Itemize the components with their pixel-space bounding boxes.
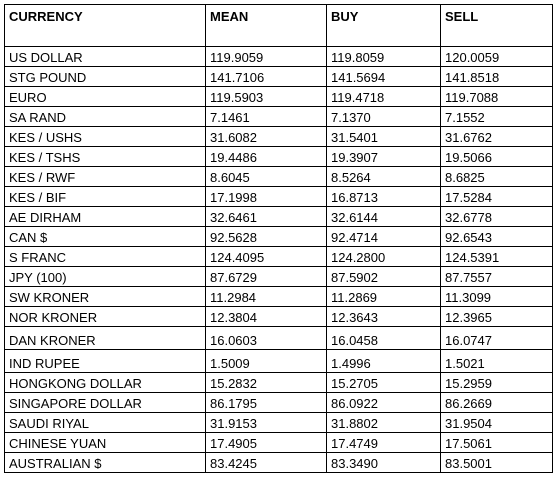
mean-cell: 12.3804: [206, 307, 327, 327]
mean-cell: 124.4095: [206, 247, 327, 267]
buy-cell: 119.8059: [327, 47, 441, 67]
sell-cell: 86.2669: [441, 393, 553, 413]
mean-cell: 16.0603: [206, 327, 327, 350]
table-row: [5, 267, 553, 287]
currency-cell: SW KRONER: [5, 287, 206, 307]
table-row: [5, 167, 553, 187]
mean-cell: 7.1461: [206, 107, 327, 127]
buy-cell: 119.4718: [327, 87, 441, 107]
sell-cell: 119.7088: [441, 87, 553, 107]
buy-cell: 141.5694: [327, 67, 441, 87]
mean-cell: 32.6461: [206, 207, 327, 227]
mean-cell: 86.1795: [206, 393, 327, 413]
mean-cell: 87.6729: [206, 267, 327, 287]
currency-cell: IND RUPEE: [5, 350, 206, 373]
currency-cell: AE DIRHAM: [5, 207, 206, 227]
header-sell: SELL: [441, 5, 553, 47]
header-row: [5, 5, 553, 47]
sell-cell: 83.5001: [441, 453, 553, 473]
buy-cell: 8.5264: [327, 167, 441, 187]
table-row: [5, 227, 553, 247]
table-row: [5, 327, 553, 350]
mean-cell: 119.5903: [206, 87, 327, 107]
sell-cell: 15.2959: [441, 373, 553, 393]
currency-cell: JPY (100): [5, 267, 206, 287]
header-mean: MEAN: [206, 5, 327, 47]
buy-cell: 17.4749: [327, 433, 441, 453]
currency-cell: AUSTRALIAN $: [5, 453, 206, 473]
buy-cell: 19.3907: [327, 147, 441, 167]
sell-cell: 31.9504: [441, 413, 553, 433]
buy-cell: 1.4996: [327, 350, 441, 373]
mean-cell: 83.4245: [206, 453, 327, 473]
mean-cell: 15.2832: [206, 373, 327, 393]
table-row: [5, 147, 553, 167]
currency-cell: NOR KRONER: [5, 307, 206, 327]
sell-cell: 87.7557: [441, 267, 553, 287]
currency-cell: EURO: [5, 87, 206, 107]
mean-cell: 31.9153: [206, 413, 327, 433]
buy-cell: 31.8802: [327, 413, 441, 433]
currency-cell: KES / TSHS: [5, 147, 206, 167]
mean-cell: 11.2984: [206, 287, 327, 307]
table-row: [5, 187, 553, 207]
buy-cell: 31.5401: [327, 127, 441, 147]
currency-cell: HONGKONG DOLLAR: [5, 373, 206, 393]
sell-cell: 11.3099: [441, 287, 553, 307]
buy-cell: 86.0922: [327, 393, 441, 413]
table-row: [5, 393, 553, 413]
exchange-rate-sheet: [4, 4, 552, 473]
currency-cell: SA RAND: [5, 107, 206, 127]
table-row: [5, 453, 553, 473]
sell-cell: 92.6543: [441, 227, 553, 247]
currency-cell: KES / USHS: [5, 127, 206, 147]
sell-cell: 8.6825: [441, 167, 553, 187]
buy-cell: 124.2800: [327, 247, 441, 267]
table-row: [5, 247, 553, 267]
header-currency: CURRENCY: [5, 5, 206, 47]
table-row: [5, 207, 553, 227]
mean-cell: 141.7106: [206, 67, 327, 87]
sell-cell: 120.0059: [441, 47, 553, 67]
currency-cell: CAN $: [5, 227, 206, 247]
currency-cell: KES / RWF: [5, 167, 206, 187]
header-buy: BUY: [327, 5, 441, 47]
sell-cell: 7.1552: [441, 107, 553, 127]
table-row: [5, 67, 553, 87]
currency-cell: S FRANC: [5, 247, 206, 267]
currency-cell: DAN KRONER: [5, 327, 206, 350]
sell-cell: 1.5021: [441, 350, 553, 373]
table-row: [5, 287, 553, 307]
mean-cell: 31.6082: [206, 127, 327, 147]
table-row: [5, 413, 553, 433]
buy-cell: 15.2705: [327, 373, 441, 393]
exchange-rates-table: [4, 4, 553, 473]
buy-cell: 12.3643: [327, 307, 441, 327]
table-row: [5, 87, 553, 107]
mean-cell: 92.5628: [206, 227, 327, 247]
sell-cell: 16.0747: [441, 327, 553, 350]
sell-cell: 17.5061: [441, 433, 553, 453]
mean-cell: 17.4905: [206, 433, 327, 453]
mean-cell: 1.5009: [206, 350, 327, 373]
sell-cell: 12.3965: [441, 307, 553, 327]
buy-cell: 83.3490: [327, 453, 441, 473]
buy-cell: 87.5902: [327, 267, 441, 287]
buy-cell: 32.6144: [327, 207, 441, 227]
mean-cell: 119.9059: [206, 47, 327, 67]
currency-cell: KES / BIF: [5, 187, 206, 207]
table-row: [5, 373, 553, 393]
buy-cell: 16.8713: [327, 187, 441, 207]
table-row: [5, 47, 553, 67]
buy-cell: 11.2869: [327, 287, 441, 307]
buy-cell: 16.0458: [327, 327, 441, 350]
table-row: [5, 350, 553, 373]
table-row: [5, 107, 553, 127]
currency-cell: SINGAPORE DOLLAR: [5, 393, 206, 413]
currency-cell: STG POUND: [5, 67, 206, 87]
table-row: [5, 433, 553, 453]
currency-cell: US DOLLAR: [5, 47, 206, 67]
sell-cell: 141.8518: [441, 67, 553, 87]
sell-cell: 32.6778: [441, 207, 553, 227]
sell-cell: 19.5066: [441, 147, 553, 167]
currency-cell: CHINESE YUAN: [5, 433, 206, 453]
buy-cell: 92.4714: [327, 227, 441, 247]
currency-cell: SAUDI RIYAL: [5, 413, 206, 433]
sell-cell: 124.5391: [441, 247, 553, 267]
table-row: [5, 307, 553, 327]
sell-cell: 31.6762: [441, 127, 553, 147]
sell-cell: 17.5284: [441, 187, 553, 207]
mean-cell: 19.4486: [206, 147, 327, 167]
mean-cell: 17.1998: [206, 187, 327, 207]
mean-cell: 8.6045: [206, 167, 327, 187]
buy-cell: 7.1370: [327, 107, 441, 127]
table-row: [5, 127, 553, 147]
